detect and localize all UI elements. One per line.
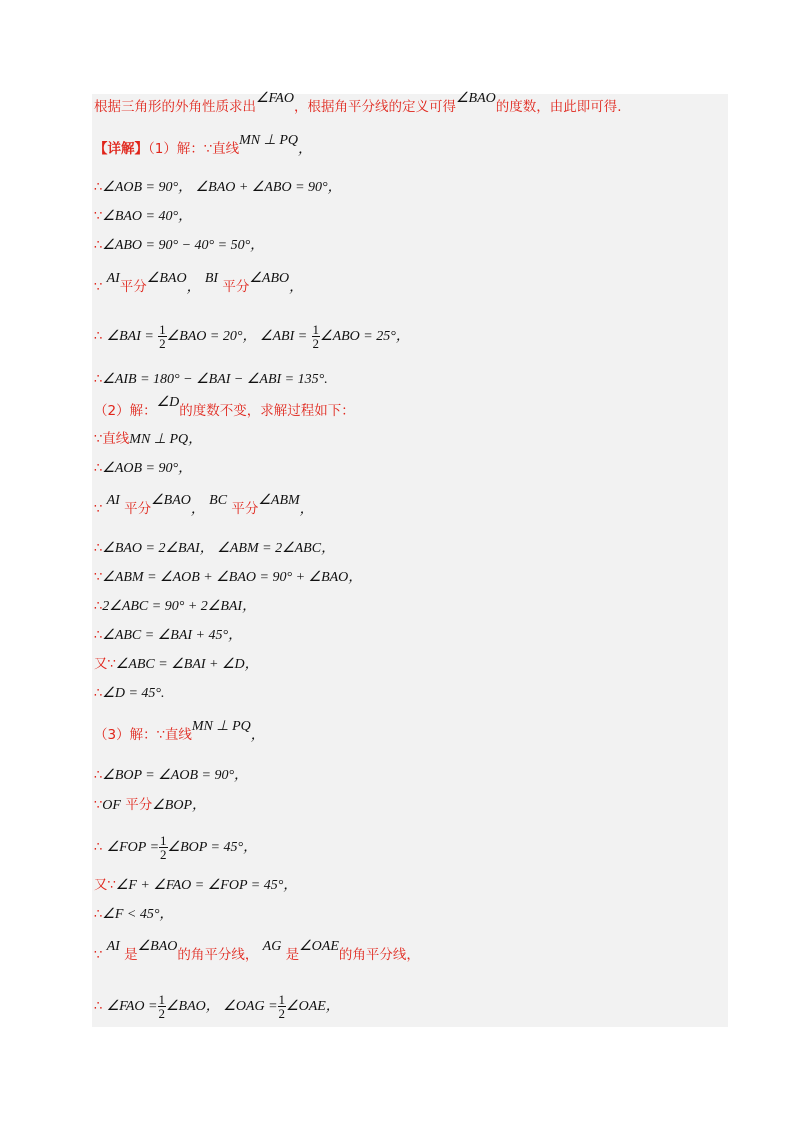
math-oae: ∠OAE — [299, 939, 339, 954]
text: 直线 — [212, 141, 240, 157]
text: 平分 — [125, 797, 153, 813]
punctuation: ， — [250, 728, 265, 743]
text: 直线 — [102, 431, 130, 447]
math-expression: ∠ABC = ∠BAI + ∠D， — [115, 657, 259, 672]
because-symbol: ∵ — [94, 280, 103, 295]
math-abm: ∠ABM — [258, 493, 300, 508]
math-expression: ∠AOB = 90°， — [102, 461, 193, 476]
step-line — [94, 539, 335, 558]
punctuation: ， — [289, 280, 304, 295]
punctuation: ， — [186, 280, 201, 295]
math-expression: ∠FOP = — [106, 840, 160, 855]
math-expression: MN ⊥ PQ， — [129, 432, 203, 447]
part-label: （3）解： — [94, 727, 157, 743]
math-d: ∠D — [156, 395, 180, 410]
math-abo: ∠ABO — [249, 271, 290, 286]
fraction — [159, 834, 168, 861]
math-expression: ∠BOP， — [152, 798, 207, 813]
hint-line — [94, 91, 622, 117]
numerator: 1 — [312, 322, 320, 337]
math-expression: ∠ABO = 90° − 40° = 50°， — [102, 238, 265, 253]
therefore-symbol: ∴ — [94, 999, 103, 1014]
denominator: 2 — [278, 1006, 286, 1021]
fraction — [312, 323, 321, 350]
therefore-symbol: ∴ — [94, 461, 103, 476]
math-expression: ∠AOB = 90°， ∠BAO + ∠ABO = 90°， — [102, 180, 342, 195]
math-ag: AG — [262, 939, 282, 954]
therefore-symbol: ∴ — [94, 238, 103, 253]
numerator: 1 — [160, 833, 167, 848]
therefore-symbol: ∴ — [94, 768, 103, 783]
text: 的度数不变，求解过程如下： — [179, 403, 355, 419]
math-expression: ∠ABM = ∠AOB + ∠BAO = 90° + ∠BAO， — [102, 570, 363, 585]
because-symbol: ∵ — [94, 209, 103, 224]
math-expression: 2∠ABC = 90° + 2∠BAI， — [102, 599, 257, 614]
step-line — [94, 796, 206, 815]
therefore-symbol: ∴ — [94, 180, 103, 195]
step-line — [94, 207, 192, 226]
numerator: 1 — [278, 992, 286, 1007]
therefore-symbol: ∴ — [94, 840, 103, 855]
step-line — [94, 597, 256, 616]
math-expression: ∠BAO = 40°， — [102, 209, 193, 224]
hint-text: 的度数，由此即可得. — [495, 99, 622, 115]
step-line — [94, 568, 362, 587]
punctuation: ， — [190, 502, 205, 517]
part2-heading — [94, 395, 355, 421]
text: 又 — [94, 877, 108, 893]
text: 的角平分线， — [338, 947, 420, 963]
step-line — [94, 684, 165, 703]
text: 是 — [124, 947, 138, 963]
step-line — [94, 459, 192, 478]
text: 平分 — [119, 279, 147, 295]
fraction — [278, 993, 287, 1020]
math-expression: ∠BAO = 2∠BAI， ∠ABM = 2∠ABC， — [102, 541, 336, 556]
math-expression: MN ⊥ PQ — [239, 133, 298, 148]
step-line — [94, 323, 410, 350]
math-expression: ∠ABO = 25°， — [320, 329, 410, 344]
step-line — [94, 655, 259, 674]
step-line — [94, 766, 248, 785]
step-line — [94, 626, 242, 645]
math-fao: ∠FAO — [256, 91, 294, 106]
therefore-symbol: ∴ — [94, 541, 103, 556]
part-label: （1）解： — [148, 141, 204, 157]
therefore-symbol: ∴ — [94, 599, 103, 614]
math-expression: ∠D = 45°. — [102, 686, 165, 701]
math-bao: ∠BAO — [137, 939, 178, 954]
part-label: （2）解： — [94, 403, 157, 419]
math-expression: ∠AIB = 180° − ∠BAI − ∠ABI = 135°. — [102, 372, 328, 387]
math-ai: AI — [106, 271, 120, 286]
fraction — [158, 323, 167, 350]
numerator: 1 — [159, 322, 166, 337]
denominator: 2 — [158, 1006, 165, 1021]
because-symbol: ∵ — [94, 798, 103, 813]
punctuation: ， — [297, 142, 312, 157]
step-line — [94, 430, 202, 449]
step-line — [94, 493, 314, 519]
text: 是 — [285, 947, 300, 963]
because-symbol: ∵ — [203, 142, 213, 157]
math-of: OF — [102, 798, 121, 813]
detail-heading-line — [94, 133, 312, 159]
because-symbol: ∵ — [94, 432, 103, 447]
step-line — [94, 939, 420, 965]
fraction — [158, 993, 167, 1020]
punctuation: ， — [299, 502, 314, 517]
therefore-symbol: ∴ — [94, 329, 103, 344]
step-line — [94, 905, 173, 924]
math-expression: ∠BOP = 45°， — [167, 840, 258, 855]
math-expression: ∠BAO = 20°， ∠ABI = — [166, 329, 308, 344]
step-line — [94, 178, 342, 197]
therefore-symbol: ∴ — [94, 372, 103, 387]
hint-text: 根据三角形的外角性质求出 — [94, 99, 256, 115]
math-expression: ∠ABC = ∠BAI + 45°， — [102, 628, 243, 643]
text: 平分 — [222, 279, 250, 295]
hint-text: ，根据角平分线的定义可得 — [293, 99, 456, 115]
math-bao: ∠BAO — [455, 91, 496, 106]
math-expression: ∠F + ∠FAO = ∠FOP = 45°， — [115, 878, 298, 893]
therefore-symbol: ∴ — [94, 686, 103, 701]
because-symbol: ∵ — [94, 502, 103, 517]
numerator: 1 — [158, 992, 165, 1007]
step-line — [94, 834, 257, 861]
text: 平分 — [231, 501, 259, 517]
math-bi: BI — [204, 271, 219, 286]
math-expression: ∠F < 45°， — [102, 907, 174, 922]
denominator: 2 — [160, 847, 167, 862]
math-bc: BC — [209, 493, 228, 508]
text: 直线 — [164, 727, 192, 743]
because-symbol: ∵ — [107, 878, 116, 893]
denominator: 2 — [312, 336, 320, 351]
step-line — [94, 876, 297, 895]
text: 平分 — [124, 501, 152, 517]
math-expression: MN ⊥ PQ — [191, 719, 251, 734]
math-ai: AI — [106, 493, 120, 508]
math-expression: ∠BAO， ∠OAG = — [166, 999, 278, 1014]
math-expression: ∠OAE， — [286, 999, 340, 1014]
therefore-symbol: ∴ — [94, 628, 103, 643]
text: 的角平分线， — [177, 947, 259, 963]
part3-heading — [94, 719, 265, 745]
because-symbol: ∵ — [94, 948, 103, 963]
math-bao: ∠BAO — [146, 271, 187, 286]
step-line — [94, 236, 264, 255]
step-line — [94, 271, 304, 297]
math-ai: AI — [106, 939, 120, 954]
math-bao: ∠BAO — [151, 493, 191, 508]
because-symbol: ∵ — [107, 657, 116, 672]
text: 又 — [94, 656, 108, 672]
math-expression: ∠BOP = ∠AOB = 90°， — [102, 768, 249, 783]
because-symbol: ∵ — [94, 570, 103, 585]
math-expression: ∠BAI = — [106, 329, 154, 344]
math-expression: ∠FAO = — [106, 999, 158, 1014]
denominator: 2 — [159, 336, 166, 351]
step-line — [94, 993, 340, 1020]
step-line — [94, 370, 328, 389]
detail-label: 【详解】 — [94, 141, 148, 157]
because-symbol: ∵ — [156, 728, 165, 743]
therefore-symbol: ∴ — [94, 907, 103, 922]
